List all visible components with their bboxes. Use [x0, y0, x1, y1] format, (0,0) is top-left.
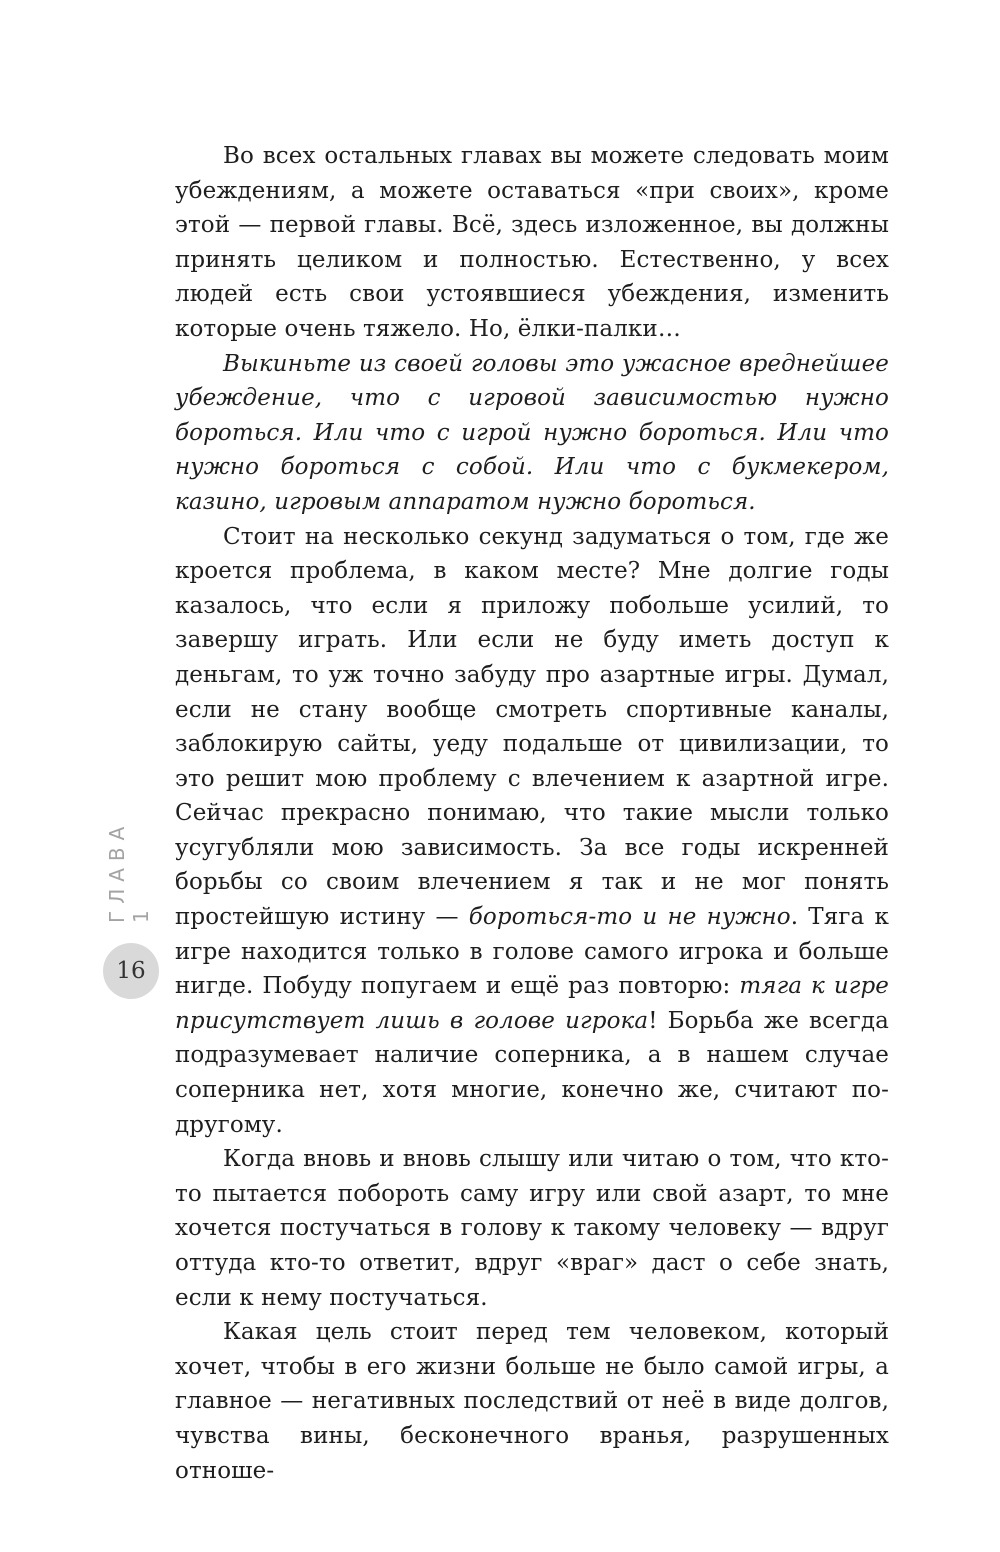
paragraph-3-text-b: . Тяга к игре находится только в голове самого игрока и больше нигде. Побуду попугаем и ещё раз повторю: [175, 904, 889, 1000]
paragraph-1: Во всех остальных главах вы можете следовать моим убеждениям, а можете оставаться «при своих», кроме этой — первой главы. Всё, здесь изложенное, вы должны принять целиком и полностью. Естественно, у всех людей есть свои устоявшиеся убеждения, изменить которые очень тяжело. Но, ёлки-палки… [175, 143, 889, 342]
paragraph-3-emphasis-b: тяга к игре присутствует лишь в голове игрока [175, 973, 890, 1034]
paragraph-3-text-a: Стоит на несколько секунд задуматься о том, где же кроется проблема, в каком месте? Мне долгие годы казалось, что если я приложу побольше усилий, то завершу играть. Или если не буду иметь доступ к деньгам, то уж точно забуду про азартные игры. Думал, если не стану вообще смотреть спортивные каналы, заблокирую сайты, уеду подальше от цивилизации, то это решит мою проблему с влечением к азартной игре. Сейчас прекрасно понимаю, что такие мысли только усугубляли мою зависимость. За все годы искренней борьбы со своим влечением я так и не мог понять простейшую истину — [175, 523, 889, 931]
page-number-badge: 16 [103, 943, 159, 999]
paragraph-4: Когда вновь и вновь слышу или читаю о том, что кто-то пытается побороть саму игру или свой азарт, то мне хочется постучаться в голову к такому человеку — вдруг оттуда кто-то ответит, вдруг «враг» даст о себе знать, если к нему постучаться. [175, 1146, 889, 1311]
chapter-label: ГЛАВА 1 [105, 819, 153, 923]
paragraph-3-emphasis-a: бороться-то и не нужно [468, 904, 791, 931]
paragraph-5: Какая цель стоит перед тем человеком, который хочет, чтобы в его жизни больше не было самой игры, а главное — негативных последствий от неё в виде долгов, чувства вины, бесконечного вранья, разрушенных отноше- [175, 1319, 889, 1484]
page-body [175, 139, 889, 1488]
paragraph-2-italic: Выкиньте из своей головы это ужасное вреднейшее убеждение, что с игровой зависимостью нужно бороться. Или что с игрой нужно бороться. Или что нужно бороться с собой. Или что с букмекером, казино, игровым аппаратом нужно бороться. [175, 350, 889, 515]
paragraph-3-text-c: ! Борьба же всегда подразумевает наличие соперника, а в нашем случае соперника нет, хотя многие, конечно же, считают по-другому. [175, 1007, 889, 1138]
paragraph-3 [175, 520, 889, 1143]
